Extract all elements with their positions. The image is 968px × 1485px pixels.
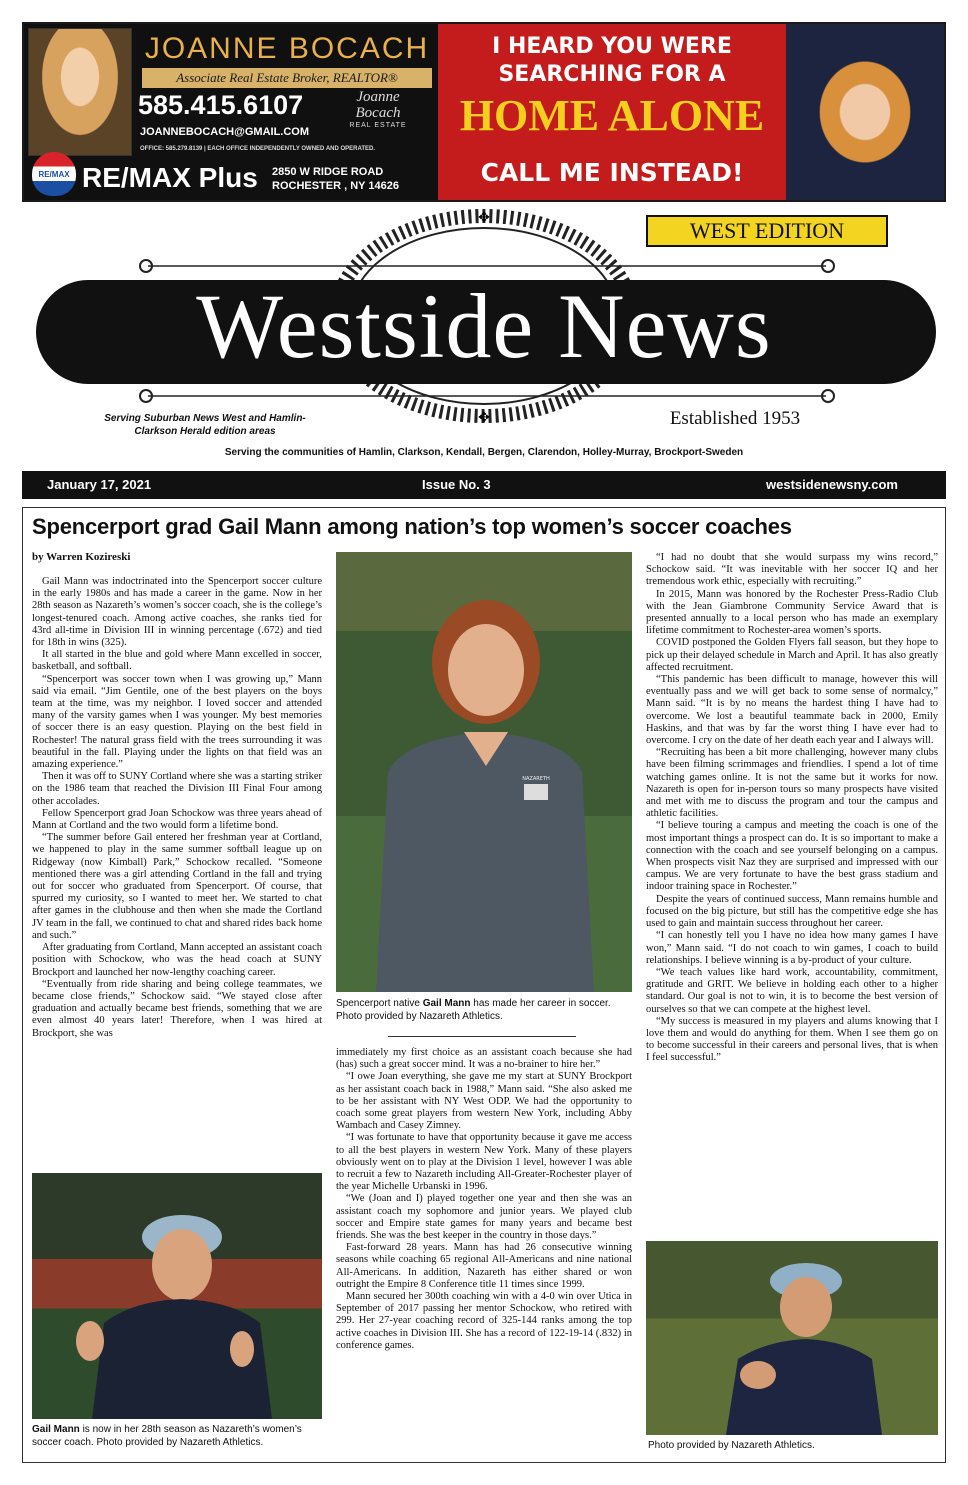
- paragraph: Mann secured her 300th coaching win with a 4-0 win over Utica in September of 2017 passing her mentor Schockow, who retired with 299. Her 27-year coaching record of 325-144 ranks among the top active coaches in Division III. She has a record of 122-19-14 (.832) in conference games.: [336, 1291, 632, 1351]
- surprised-child-photo: [786, 24, 944, 200]
- paragraph: “I was fortunate to have that opportunity because it gave me access to all the best players in western New York. Many of these players obviously went on to play at the Division 1 level, however I was able to recruit a few to Nazareth including All-Greater-Rochester player of the year Michelle Urbanski in 1996.: [336, 1132, 632, 1193]
- realtor-phone: 585.415.6107: [138, 90, 304, 120]
- article-byline: by Warren Kozireski: [32, 551, 131, 563]
- paragraph: It all started in the blue and gold where Mann excelled in soccer, basketball, and softball.: [32, 649, 322, 673]
- issue-number: Issue No. 3: [422, 477, 491, 492]
- ad-headline-2: SEARCHING FOR A: [498, 62, 726, 87]
- coaching-figure: [32, 1173, 322, 1419]
- paragraph: Fellow Spencerport grad Joan Schockow was three years ahead of Mann at Cortland and the two would form a lifetime bond.: [32, 807, 322, 832]
- paragraph: “I believe touring a campus and meeting the coach is one of the most important things a prospect can do. It is so important to make a connection with the coach and see yourself belonging on a campus. When prospects visit Naz they are surprised and impressed with our campus. We are very fortunate to have the best grass stadium and indoor training space in Rochester.”: [646, 820, 938, 893]
- portrait-figure: [336, 552, 632, 992]
- paragraph: After graduating from Cortland, Mann accepted an assistant coach position with Schockow, who was the head coach at SUNY Brockport and launched her now-lengthy coaching career.: [32, 942, 322, 978]
- ad-headline-4: CALL ME INSTEAD!: [480, 158, 744, 187]
- ad-headline-3: HOME ALONE: [459, 91, 765, 140]
- paragraph: “The summer before Gail entered her freshman year at Cortland, we happened to play in the same summer softball league up on Ridgeway (now Kimball) Park,” Schockow recalled. “Someone mentioned there was a girl attending Cortland in the fall and trying out for soccer who graduated from Spencerport. Of course, that spurred my curiosity, so I wanted to meet her. We started to chat after games in the clubhouse and then when she made the Cortland JV team in the fall, we continued to chat and shared rides back home and such.”: [32, 832, 322, 941]
- shirt-crest-icon: [524, 784, 548, 800]
- paragraph: Despite the years of continued success, Mann remains humble and focused on the big picture, but still has the competitive edge she has used to gain and maintain success throughout her career.: [646, 893, 938, 930]
- paragraph: “I had no doubt that she would surpass my wins record,” Schockow said. “It was inevitable with her soccer IQ and her tremendous work ethic, especially with recruiting.”: [646, 552, 938, 588]
- masthead-title: Westside News: [196, 275, 772, 377]
- realtor-portrait-photo: [28, 28, 132, 156]
- coaching-photo-caption: Gail Mann is now in her 28th season as Nazareth’s women’s soccer coach. Photo provided by Nazareth Athletics.: [32, 1424, 302, 1448]
- polo-shirt-shape: [376, 732, 594, 992]
- realtor-title: Associate Real Estate Broker, REALTOR®: [142, 68, 432, 88]
- paragraph: “We (Joan and I) played together one year and then she was an assistant coach my sophomore and junior years. We played club soccer and Empire state games for many years and became best friends. She was the best keeper in the country in those days.”: [336, 1193, 632, 1242]
- paragraph: “We teach values like hard work, accountability, commitment, gratitude and GRIT. We believe in holding each other to a higher standard. Our goal is not to win, it is to become the best version of ourselves so that we can compete at the highest level.: [646, 966, 938, 1015]
- paragraph: “This pandemic has been difficult to manage, however this will eventually pass and we will get back to some sense of normalcy,” Mann said. “It is by no means the hardest thing I have had to overcome. We lost a beautiful teammate back in 2000, Emily Haskins, and that was by far the worst thing I have ever had to overcome. I cry on the date of her death each year and I always will.: [646, 674, 938, 747]
- gail-mann-portrait-photo: [336, 552, 632, 992]
- remax-balloon-logo: RE/MAX: [32, 152, 76, 196]
- column-divider-rule: [388, 1036, 576, 1037]
- serving-editions: Serving Suburban News West and Hamlin-Clarkson Herald edition areas: [104, 413, 306, 437]
- paragraph: COVID postponed the Golden Flyers fall season, but they hope to pick up their delayed schedule in March and April. It has also greatly affected recruitment.: [646, 637, 938, 673]
- realtor-name: JOANNE BOCACH: [144, 32, 430, 65]
- paragraph: “I can honestly tell you I have no idea how many games I have won,” Mann said. “I do not coach to win games, I coach to build relationships. I believe winning is a by-product of your culture.: [646, 930, 938, 966]
- paragraph: immediately my first choice as an assistant coach because she had (has) such a great soccer mind. It was a no-brainer to hire her.”: [336, 1047, 632, 1071]
- remax-brand: RE/MAX Plus: [82, 162, 258, 193]
- paragraph: Then it was off to SUNY Cortland where she was a starting striker on the 1986 team that reached the Division III Final Four among other accolades.: [32, 771, 322, 807]
- article-column-2: [336, 1047, 632, 1352]
- gail-mann-clapping-photo: [646, 1241, 938, 1435]
- clapping-figure: [646, 1241, 938, 1435]
- clapping-hands: [740, 1361, 776, 1389]
- article-column-3: [646, 552, 938, 1065]
- article-column-1: [32, 576, 322, 1040]
- face-shape: [448, 624, 524, 716]
- face-shape: [152, 1229, 212, 1301]
- ad-right-panel: [438, 24, 786, 200]
- ad-left-panel: [24, 24, 438, 200]
- edition-badge: WEST EDITION: [646, 215, 888, 247]
- paragraph: “Eventually from ride sharing and being college teammates, we became close friends,” Schockow said. “We stayed close after graduation and actually became best friends, something that we are even almost 40 years later! Therefore, when I was hired at Brockport, she was: [32, 978, 322, 1039]
- realtor-ad-banner[interactable]: [22, 22, 946, 202]
- realtor-office-line: OFFICE: 585.279.8139 | EACH OFFICE INDEPENDENTLY OWNED AND OPERATED.: [140, 146, 376, 152]
- article-headline: Spencerport grad Gail Mann among nation’s top women’s soccer coaches: [32, 514, 792, 539]
- realtor-email: JOANNEBOCACH@GMAIL.COM: [140, 126, 310, 138]
- communities-line: Serving the communities of Hamlin, Clarkson, Kendall, Bergen, Clarendon, Holley-Murray, Brockport-Sweden: [224, 447, 744, 458]
- issue-info-bar: [22, 471, 946, 499]
- paragraph: “Spencerport was soccer town when I was growing up,” Mann said via email. “Jim Gentile, one of the best players on the boys team at the time, was my neighbor. I loved soccer and attended many of the varsity games when I was younger. My best memories of soccer there is an easy question. Playing on the best field in Rochester! The natural grass field with the trees surrounding it was beautiful in the fall. Playing under the lights on that field was an amazing experience.”: [32, 673, 322, 771]
- paragraph: Gail Mann was indoctrinated into the Spencerport soccer culture in the early 1980s and has made a career in the game. Now in her 28th season as Nazareth’s women’s soccer coach, she is the college’s longest-tenured coach. Among active coaches, she ranks tied for 43rd all-time in Division III in winning percentage (.672) and tied for 18th in wins (325).: [32, 576, 322, 649]
- office-address: 2850 W RIDGE ROAD ROCHESTER , NY 14626: [272, 166, 399, 192]
- realtor-script-logo: Joanne Bocach REAL ESTATE: [349, 89, 407, 129]
- ad-headline-1: I HEARD YOU WERE: [492, 34, 732, 59]
- issue-date: January 17, 2021: [47, 477, 152, 492]
- paragraph: Fast-forward 28 years. Mann has had 26 consecutive winning seasons while coaching 65 regional All-Americans and nine national All-Americans. In addition, Nazareth has either shared or won outright the Empire 8 Conference title 11 times since 1999.: [336, 1242, 632, 1290]
- paragraph: In 2015, Mann was honored by the Rochester Press-Radio Club with the Jean Giambrone Community Service Award that is presented annually to a local person who has made an exemplary lifetime commitment to Rochester-area women’s sports.: [646, 588, 938, 637]
- hand-right: [230, 1331, 254, 1367]
- shirt-crest-label: NAZARETH: [522, 776, 550, 782]
- hand-left: [76, 1321, 104, 1361]
- paragraph: “My success is measured in my players and alums knowing that I love them and would do anything for them. When I see them go on to become successful in their careers and personal lives, that is when I feel successful.”: [646, 1015, 938, 1064]
- established-year: Established 1953: [669, 408, 801, 429]
- ornament-top-icon: ✥: [478, 210, 490, 226]
- face-shape: [780, 1277, 832, 1337]
- paragraph: “Recruiting has been a bit more challenging, however many clubs have been filming scrimmages and friendlies. I spend a lot of time watching games online. It is not the same but it works for now. Nazareth is open for in-person tours so many prospects have visited and met with me to discuss the program and tour the campus and athletic facilities.: [646, 747, 938, 820]
- main-photo-caption: Spencerport native Gail Mann has made her career in soccer. Photo provided by Nazareth Athletics.: [336, 998, 611, 1022]
- ornament-bottom-icon: ✥: [478, 410, 490, 426]
- paragraph: “I owe Joan everything, she gave me my start at SUNY Brockport as her assistant coach back in 1988,” Mann said. “She also asked me to be her assistant with NY West ODP. We had the opportunity to coach some great players from western New York, including Abby Wambach and Casey Zimney.: [336, 1071, 632, 1132]
- gail-mann-coaching-photo: [32, 1173, 322, 1419]
- clapping-photo-caption: Photo provided by Nazareth Athletics.: [648, 1440, 815, 1451]
- website-link[interactable]: westsidenewsny.com: [766, 477, 898, 492]
